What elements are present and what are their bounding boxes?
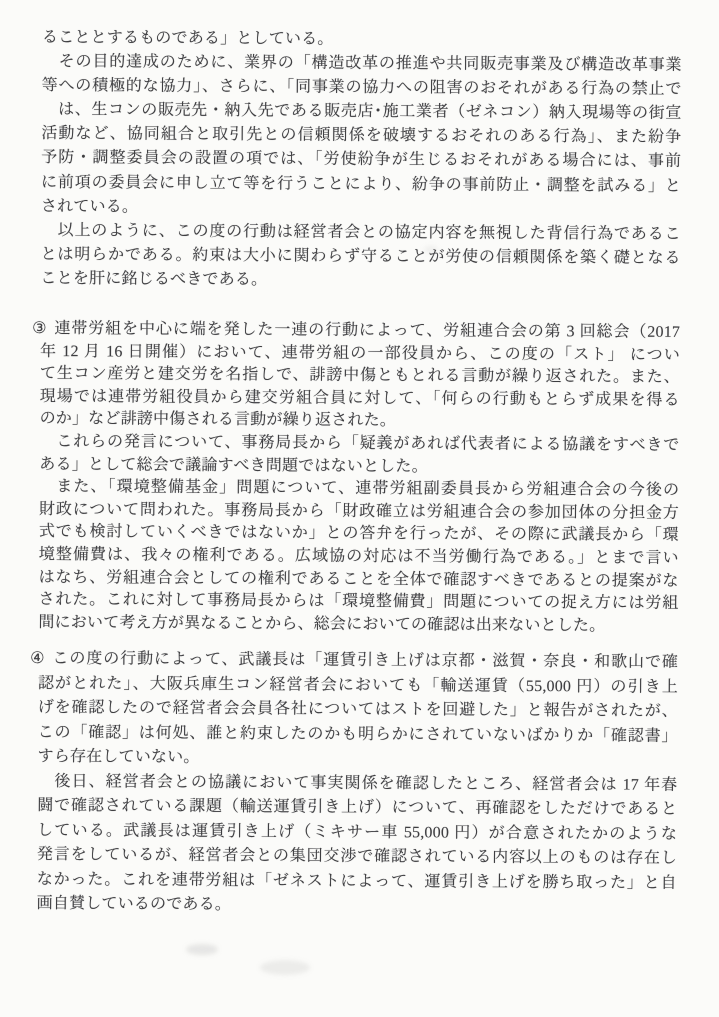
text-line: 予防・調整委員会の設置の項では、「労使紛争が生じるおそれがある場合には、事前 <box>41 149 682 171</box>
text-line: とは明らかである。約束は大小に関わらず守ることが労使の信頼関係を築く礎となる <box>40 245 681 267</box>
text-line: に前項の委員会に申し立て等を行うことにより、紛争の事前防止・調整を試みる」と <box>40 173 682 195</box>
text-line: ことを肝に銘じるべきである。 <box>40 269 268 289</box>
text-line: のか」など誹謗中傷される言動が繰り返された。 <box>39 410 397 430</box>
text-line: されている。 <box>40 197 139 216</box>
text-line: また、「環境整備基金」問題について、連帯労組副委員長から労組連合会の今後の <box>39 478 680 500</box>
scan-smudge <box>260 960 310 975</box>
text-line: している。武議長は運賃引き上げ（ミキサー車 55,000 円）が合意されたかのような <box>37 821 678 843</box>
text-line: これらの発言について、事務局長から「疑義があれば代表者による協議をすべきで <box>39 432 680 454</box>
paragraph-block-3 <box>30 647 679 920</box>
text-line: 後日、経営者会との協議において事実関係を確認したところ、経営者会は 17 年春 <box>37 772 678 794</box>
paragraph-block-1 <box>40 26 682 295</box>
text-line: げを確認したので経営者会会員各社についてはストを回避した」と報告がされたが、 <box>37 699 678 721</box>
text-line: その目的達成のために、業界の「構造改革の推進や共同販売事業及び構造改革事業 <box>41 53 682 75</box>
text-line: すら存在していない。 <box>37 748 200 767</box>
text-line: 等への積極的な協力」、さらに、「同事業の協力への阻害のおそれがある行為の禁止で <box>41 77 682 99</box>
text-line: て生コン産労と建交労を名指しで、誹謗中傷ともとれる言動が繰り返された。また、 <box>39 365 680 387</box>
text-line: なかった。これを連帯労組は「ゼネストによって、運賃引き上げを勝ち取った」と自 <box>36 870 677 892</box>
text-line: された。これに対して事務局長からは「環境整備費」問題についての捉え方には労組 <box>38 591 679 613</box>
paragraph-block-2 <box>32 318 681 638</box>
text-line: ④ この度の行動によって、武議長は「運賃引き上げは京都・滋賀・奈良・和歌山で確 <box>38 647 678 675</box>
text-line: 認がとれた」、大阪兵庫生コン経営者会においても「輸送運賃（55,000 円）の引き上 <box>37 674 679 696</box>
text-line: ることとするものである」としている。 <box>41 28 334 48</box>
text-line: 以上のように、この度の行動は経営者会との協定内容を無視した背信行為であるこ <box>40 221 681 243</box>
text-line: ③ 連帯労組を中心に端を発した一連の行動によって、労組連合会の第 3 回総会（2017 <box>32 319 681 341</box>
text-line: 発言をしているが、経営者会との集団交渉で確認されている内容以上のものは存在し <box>36 846 677 868</box>
text-line: ある」として総会で議論すべき問題ではないとした。 <box>39 455 428 475</box>
paragraph-marker: ③ <box>32 319 47 338</box>
text-line: 式でも検討していくべきではないか」との答弁を行ったが、その際に武議長から「環 <box>38 523 679 545</box>
text-line: 間において考え方が異なることから、総会においての確認は出来ないとした。 <box>38 613 606 635</box>
text-line: は、生コンの販売先・納入先である販売店･施工業者（ゼネコン）納入現場等の街宣 <box>41 101 682 123</box>
text-line: この「確認」は何処、誰と約束したのかも明らかにされていないばかりか「確認書」 <box>37 723 678 745</box>
text-line: はなち、労組連合会としての権利であることを全体で確認すべきであるとの提案がな <box>38 568 679 590</box>
text-line: 財政について問われた。事務局長から「財政確立は労組連合会の参加団体の分担金方 <box>38 500 680 522</box>
text-line: 闘で確認されている課題（輸送運賃引き上げ）について、再確認をしただけであると <box>37 797 678 819</box>
text-line: 活動など、協同組合と取引先との信頼関係を破壊するおそれのある行為」、また紛争 <box>41 125 682 147</box>
text-line: 境整備費は、我々の権利である。広域協の対応は不当労働行為である。」とまで言い <box>38 545 679 567</box>
text-line: 年 12 月 16 日開催）において、連帯労組の一部役員から、この度の「スト」 につい <box>39 342 681 364</box>
scan-smudge <box>186 944 218 955</box>
text-line: 画自賛しているのである。 <box>36 895 232 914</box>
text-line: 現場では連帯労組役員から建交労組合員に対して、「何らの行動もとらず成果を得る <box>39 387 680 409</box>
paragraph-marker: ④ <box>30 650 45 668</box>
document-text <box>30 26 682 921</box>
